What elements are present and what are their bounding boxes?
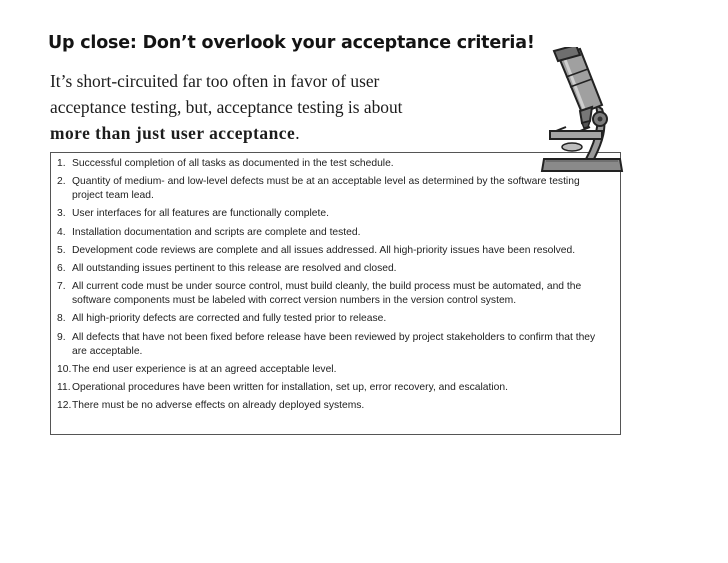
criteria-number: 12. [57,400,72,412]
slide-title: Up close: Don’t overlook your acceptance criteria! [48,33,535,53]
criteria-number: 8. [57,313,66,325]
criteria-number: 9. [57,331,66,343]
acceptance-criteria-list [51,153,620,413]
criteria-text: Operational procedures have been written for installation, set up, error recovery, and escalation. [72,381,508,393]
criteria-item [57,363,620,377]
intro-period: . [295,123,300,143]
criteria-number: 5. [57,244,66,256]
intro-paragraph [50,68,520,146]
microscope-icon [536,47,626,175]
criteria-text: Successful completion of all tasks as documented in the test schedule. [72,158,394,169]
criteria-text: Installation documentation and scripts are complete and tested. [72,226,361,238]
criteria-number: 1. [57,158,66,169]
criteria-number: 10. [57,363,72,375]
criteria-text: There must be no adverse effects on already deployed systems. [72,400,365,412]
criteria-item [57,399,620,413]
criteria-item [57,226,620,240]
criteria-number: 6. [57,262,66,274]
acceptance-criteria-box [50,152,621,435]
criteria-text: All high-priority defects are corrected and fully tested prior to release. [72,313,387,325]
criteria-number: 3. [57,208,66,220]
criteria-item [57,331,620,359]
criteria-item [57,207,620,221]
criteria-text: All current code must be under source control, must build cleanly, the build process must be automated, and the software components must be labeled with correct version numbers in the version control system. [72,281,582,307]
criteria-item [57,381,620,395]
criteria-item [57,262,620,276]
criteria-number: 2. [57,176,66,188]
intro-line-2: acceptance testing, but, acceptance testing is about [50,97,403,117]
criteria-text: All defects that have not been fixed before release have been reviewed by project stakeholders to confirm that they are acceptable. [72,331,596,357]
criteria-number: 4. [57,226,66,238]
intro-line-3 [50,120,520,146]
criteria-text: Quantity of medium- and low-level defects must be at an acceptable level as determined by the software testing project team lead. [72,176,580,202]
criteria-item [57,244,620,258]
intro-line-1: It’s short-circuited far too often in favor of user [50,71,380,91]
criteria-item [57,175,620,203]
criteria-number: 11. [57,381,71,393]
criteria-text: The end user experience is at an agreed acceptable level. [72,363,337,375]
criteria-text: All outstanding issues pertinent to this release are resolved and closed. [72,262,397,274]
criteria-text: Development code reviews are complete and all issues addressed. All high-priority issues have been resolved. [72,244,576,256]
criteria-text: User interfaces for all features are functionally complete. [72,208,329,220]
intro-emphasis: more than just user acceptance [50,123,296,143]
criteria-number: 7. [57,281,66,293]
criteria-item [57,280,620,308]
criteria-item [57,312,620,326]
